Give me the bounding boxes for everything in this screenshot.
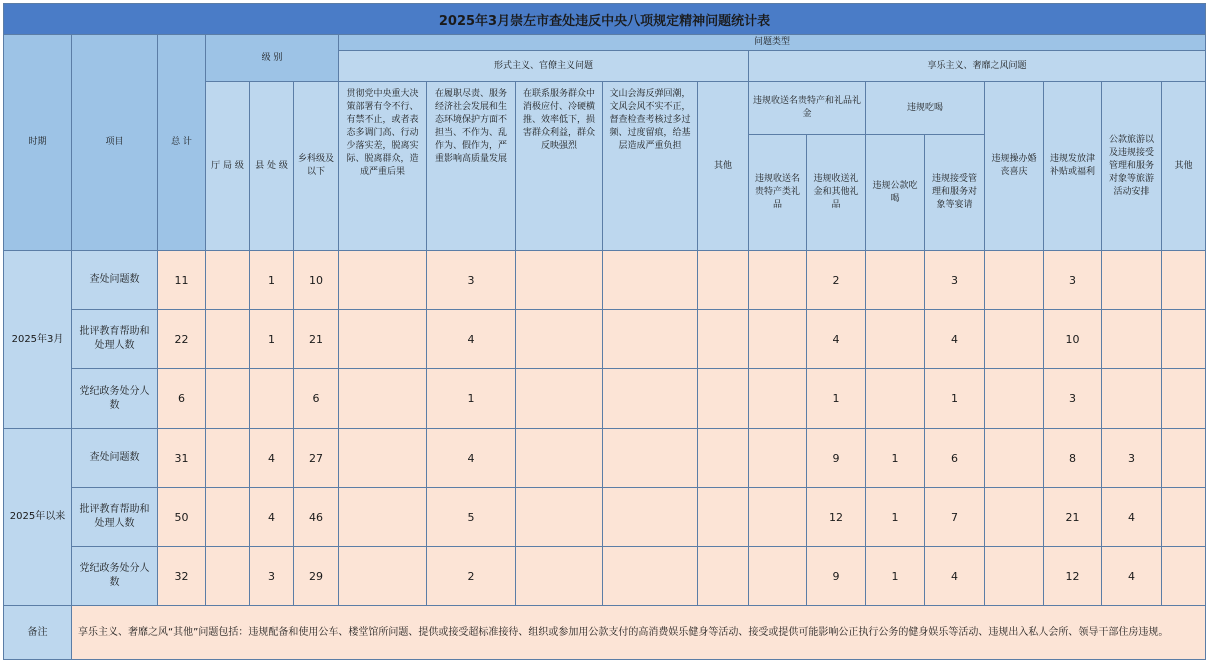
table-cell	[1162, 547, 1206, 606]
table-cell: 4	[250, 429, 294, 488]
remark-label: 备注	[3, 606, 72, 660]
table-cell: 12	[1044, 547, 1102, 606]
table-cell	[339, 429, 427, 488]
remark-text: 享乐主义、奢靡之风“其他”问题包括：违规配备和使用公车、楼堂馆所问题、提供或接受超标准接待、组织或参加用公款支付的高消费娱乐健身等活动、接受或提供可能影响公正执行公务的健身娱乐等活动、违规出入私人会所、领导干部住房违规。	[72, 606, 1206, 660]
table-cell: 3	[250, 547, 294, 606]
table-cell	[985, 429, 1044, 488]
table-cell: 6	[925, 429, 985, 488]
table-cell	[698, 251, 749, 310]
table-title: 2025年3月崇左市查处违反中央八项规定精神问题统计表	[3, 3, 1206, 35]
table-cell	[603, 310, 698, 369]
header-item: 项目	[72, 35, 158, 251]
header-period: 时期	[3, 35, 72, 251]
table-cell	[1162, 429, 1206, 488]
table-cell: 6	[294, 369, 339, 429]
table-cell	[206, 310, 250, 369]
table-cell	[339, 488, 427, 547]
header-formalism-2: 在履职尽责、服务经济社会发展和生态环境保护方面不担当、不作为、乱作为、假作为，严重影响高质量发展	[427, 82, 516, 251]
table-cell	[206, 488, 250, 547]
table-cell	[339, 251, 427, 310]
table-cell	[339, 547, 427, 606]
header-level: 级 别	[206, 35, 339, 82]
table-cell: 21	[294, 310, 339, 369]
table-cell	[603, 547, 698, 606]
table-cell: 1	[866, 429, 925, 488]
table-cell: 4	[427, 429, 516, 488]
table-cell: 1	[866, 488, 925, 547]
table-cell	[250, 369, 294, 429]
table-cell	[206, 429, 250, 488]
table-cell: 4	[925, 310, 985, 369]
table-cell: 32	[158, 547, 206, 606]
header-hedonism-other: 其他	[1162, 82, 1206, 251]
table-cell	[698, 488, 749, 547]
table-cell	[206, 369, 250, 429]
period-label: 2025年以来	[3, 429, 72, 606]
table-cell	[1162, 310, 1206, 369]
table-cell	[516, 369, 603, 429]
table-cell: 3	[925, 251, 985, 310]
header-wedding: 违规操办婚丧喜庆	[985, 82, 1044, 251]
table-cell	[749, 369, 807, 429]
table-cell: 6	[158, 369, 206, 429]
header-gift-2: 违规收送礼金和其他礼品	[807, 135, 866, 251]
header-gift-1: 违规收送名贵特产类礼品	[749, 135, 807, 251]
table-cell: 4	[925, 547, 985, 606]
table-cell: 4	[807, 310, 866, 369]
table-cell: 46	[294, 488, 339, 547]
row-label: 党纪政务处分人数	[72, 547, 158, 606]
table-cell: 11	[158, 251, 206, 310]
table-cell	[206, 547, 250, 606]
table-cell: 1	[807, 369, 866, 429]
table-cell: 4	[427, 310, 516, 369]
table-cell	[516, 310, 603, 369]
table-cell: 9	[807, 429, 866, 488]
header-formalism-1: 贯彻党中央重大决策部署有令不行、有禁不止，或者表态多调门高、行动少落实差，脱离实际、脱离群众，造成严重后果	[339, 82, 427, 251]
table-cell: 7	[925, 488, 985, 547]
header-level-ting: 厅 局 级	[206, 82, 250, 251]
table-cell	[866, 310, 925, 369]
table-cell	[985, 369, 1044, 429]
row-label: 查处问题数	[72, 429, 158, 488]
table-cell: 1	[250, 251, 294, 310]
table-cell	[339, 310, 427, 369]
header-eat-2: 违规接受管理和服务对象等宴请	[925, 135, 985, 251]
table-cell	[985, 547, 1044, 606]
table-cell	[749, 251, 807, 310]
header-level-xian: 县 处 级	[250, 82, 294, 251]
table-cell: 50	[158, 488, 206, 547]
table-cell	[866, 251, 925, 310]
table-cell: 1	[250, 310, 294, 369]
table-cell: 31	[158, 429, 206, 488]
table-cell	[603, 429, 698, 488]
table-cell: 3	[427, 251, 516, 310]
table-cell	[206, 251, 250, 310]
table-cell: 4	[250, 488, 294, 547]
row-label: 批评教育帮助和处理人数	[72, 310, 158, 369]
table-cell: 8	[1044, 429, 1102, 488]
table-cell	[1102, 251, 1162, 310]
period-label: 2025年3月	[3, 251, 72, 429]
table-cell: 29	[294, 547, 339, 606]
row-label: 党纪政务处分人数	[72, 369, 158, 429]
table-cell	[985, 310, 1044, 369]
table-cell: 9	[807, 547, 866, 606]
table-cell: 1	[925, 369, 985, 429]
table-cell: 10	[1044, 310, 1102, 369]
table-cell	[516, 429, 603, 488]
table-cell	[603, 369, 698, 429]
table-cell	[1102, 369, 1162, 429]
table-cell	[603, 251, 698, 310]
table-cell	[698, 547, 749, 606]
table-cell	[749, 488, 807, 547]
table-cell: 5	[427, 488, 516, 547]
table-cell: 1	[866, 547, 925, 606]
header-hedonism: 享乐主义、奢靡之风问题	[749, 51, 1206, 82]
table-cell	[698, 310, 749, 369]
header-gift-group: 违规收送名贵特产和礼品礼金	[749, 82, 866, 135]
table-cell: 4	[1102, 547, 1162, 606]
table-cell: 3	[1044, 251, 1102, 310]
header-issue-type: 问题类型	[339, 35, 1206, 51]
table-cell: 1	[427, 369, 516, 429]
table-cell	[1162, 488, 1206, 547]
table-cell: 12	[807, 488, 866, 547]
table-cell: 21	[1044, 488, 1102, 547]
header-formalism-other: 其他	[698, 82, 749, 251]
header-travel: 公款旅游以及违规接受管理和服务对象等旅游活动安排	[1102, 82, 1162, 251]
table-cell	[516, 547, 603, 606]
table-cell: 27	[294, 429, 339, 488]
table-cell	[1162, 369, 1206, 429]
header-eat-1: 违规公款吃喝	[866, 135, 925, 251]
table-cell	[516, 488, 603, 547]
row-label: 查处问题数	[72, 251, 158, 310]
table-cell	[698, 369, 749, 429]
table-cell: 2	[427, 547, 516, 606]
header-level-xiang: 乡科级及以下	[294, 82, 339, 251]
header-subsidy: 违规发放津补贴或福利	[1044, 82, 1102, 251]
table-cell	[339, 369, 427, 429]
table-cell: 3	[1102, 429, 1162, 488]
header-formalism-3: 在联系服务群众中消极应付、冷硬横推、效率低下，损害群众利益，群众反映强烈	[516, 82, 603, 251]
table-cell	[749, 547, 807, 606]
table-cell: 22	[158, 310, 206, 369]
table-cell	[749, 310, 807, 369]
table-cell	[603, 488, 698, 547]
table-cell	[985, 251, 1044, 310]
table-cell	[698, 429, 749, 488]
table-cell: 3	[1044, 369, 1102, 429]
table-cell	[749, 429, 807, 488]
table-cell	[866, 369, 925, 429]
table-cell: 10	[294, 251, 339, 310]
header-total: 总 计	[158, 35, 206, 251]
table-cell: 4	[1102, 488, 1162, 547]
header-formalism-4: 文山会海反弹回潮，文风会风不实不正，督查检查考核过多过频、过度留痕，给基层造成严重负担	[603, 82, 698, 251]
table-cell	[1162, 251, 1206, 310]
table-cell	[985, 488, 1044, 547]
header-eat-group: 违规吃喝	[866, 82, 985, 135]
row-label: 批评教育帮助和处理人数	[72, 488, 158, 547]
table-cell	[516, 251, 603, 310]
table-cell	[1102, 310, 1162, 369]
table-cell: 2	[807, 251, 866, 310]
header-formalism: 形式主义、官僚主义问题	[339, 51, 749, 82]
